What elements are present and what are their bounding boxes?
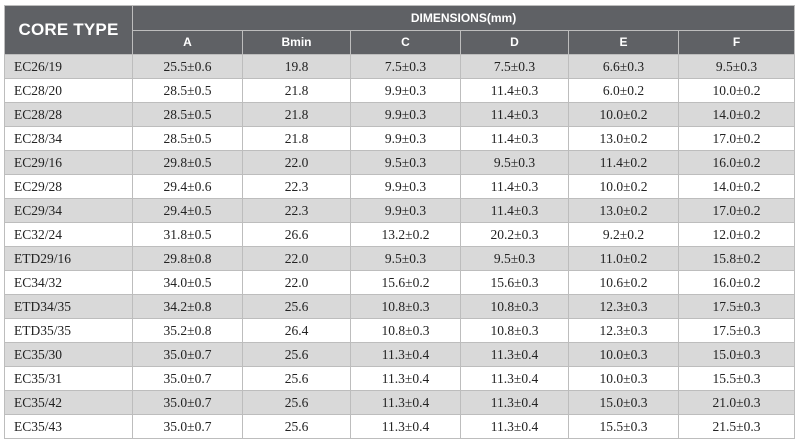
cell-e: 10.0±0.2 — [569, 103, 679, 127]
cell-core-type: ETD34/35 — [5, 295, 133, 319]
cell-bmin: 21.8 — [243, 103, 351, 127]
table-row — [5, 79, 795, 103]
cell-d: 11.4±0.3 — [461, 103, 569, 127]
cell-bmin: 25.6 — [243, 391, 351, 415]
cell-a: 29.8±0.5 — [133, 151, 243, 175]
table-row — [5, 271, 795, 295]
column-header-f: F — [679, 30, 795, 55]
cell-a: 28.5±0.5 — [133, 103, 243, 127]
cell-d: 11.4±0.3 — [461, 79, 569, 103]
cell-e: 11.0±0.2 — [569, 247, 679, 271]
cell-core-type: ETD29/16 — [5, 247, 133, 271]
cell-a: 29.4±0.6 — [133, 175, 243, 199]
cell-f: 14.0±0.2 — [679, 103, 795, 127]
cell-bmin: 26.4 — [243, 319, 351, 343]
cell-a: 28.5±0.5 — [133, 127, 243, 151]
cell-f: 15.5±0.3 — [679, 367, 795, 391]
cell-f: 21.5±0.3 — [679, 415, 795, 439]
cell-core-type: EC28/20 — [5, 79, 133, 103]
dimensions-header: DIMENSIONS(mm) — [133, 6, 795, 31]
column-header-bmin: Bmin — [243, 30, 351, 55]
cell-c: 11.3±0.4 — [351, 391, 461, 415]
column-header-e: E — [569, 30, 679, 55]
cell-d: 11.3±0.4 — [461, 391, 569, 415]
table-body — [5, 55, 795, 439]
cell-c: 9.9±0.3 — [351, 127, 461, 151]
cell-a: 34.0±0.5 — [133, 271, 243, 295]
cell-d: 10.8±0.3 — [461, 295, 569, 319]
cell-d: 15.6±0.3 — [461, 271, 569, 295]
cell-c: 7.5±0.3 — [351, 55, 461, 79]
cell-e: 10.0±0.3 — [569, 343, 679, 367]
cell-d: 11.3±0.4 — [461, 415, 569, 439]
cell-bmin: 22.0 — [243, 151, 351, 175]
cell-bmin: 25.6 — [243, 295, 351, 319]
cell-d: 7.5±0.3 — [461, 55, 569, 79]
cell-e: 11.4±0.2 — [569, 151, 679, 175]
core-dimensions-table — [4, 5, 795, 439]
cell-e: 12.3±0.3 — [569, 295, 679, 319]
cell-bmin: 25.6 — [243, 343, 351, 367]
cell-f: 17.0±0.2 — [679, 199, 795, 223]
table-row — [5, 319, 795, 343]
cell-d: 11.4±0.3 — [461, 199, 569, 223]
cell-c: 9.9±0.3 — [351, 79, 461, 103]
cell-d: 10.8±0.3 — [461, 319, 569, 343]
table-row — [5, 127, 795, 151]
cell-core-type: EC34/32 — [5, 271, 133, 295]
cell-c: 9.9±0.3 — [351, 175, 461, 199]
cell-f: 21.0±0.3 — [679, 391, 795, 415]
cell-f: 10.0±0.2 — [679, 79, 795, 103]
cell-a: 34.2±0.8 — [133, 295, 243, 319]
cell-d: 20.2±0.3 — [461, 223, 569, 247]
cell-c: 11.3±0.4 — [351, 415, 461, 439]
cell-e: 10.0±0.3 — [569, 367, 679, 391]
table-row — [5, 55, 795, 79]
cell-e: 13.0±0.2 — [569, 199, 679, 223]
cell-f: 16.0±0.2 — [679, 271, 795, 295]
cell-f: 14.0±0.2 — [679, 175, 795, 199]
cell-core-type: EC28/28 — [5, 103, 133, 127]
cell-d: 11.3±0.4 — [461, 367, 569, 391]
table-row — [5, 175, 795, 199]
cell-f: 15.8±0.2 — [679, 247, 795, 271]
cell-f: 9.5±0.3 — [679, 55, 795, 79]
cell-f: 16.0±0.2 — [679, 151, 795, 175]
cell-d: 11.4±0.3 — [461, 127, 569, 151]
table-row — [5, 391, 795, 415]
cell-c: 9.5±0.3 — [351, 247, 461, 271]
cell-a: 35.2±0.8 — [133, 319, 243, 343]
cell-core-type: EC28/34 — [5, 127, 133, 151]
cell-core-type: EC29/34 — [5, 199, 133, 223]
cell-bmin: 25.6 — [243, 415, 351, 439]
cell-c: 9.9±0.3 — [351, 199, 461, 223]
cell-a: 29.8±0.8 — [133, 247, 243, 271]
cell-f: 17.5±0.3 — [679, 319, 795, 343]
cell-c: 13.2±0.2 — [351, 223, 461, 247]
cell-d: 11.3±0.4 — [461, 343, 569, 367]
cell-e: 10.0±0.2 — [569, 175, 679, 199]
cell-c: 10.8±0.3 — [351, 319, 461, 343]
cell-a: 25.5±0.6 — [133, 55, 243, 79]
cell-core-type: EC26/19 — [5, 55, 133, 79]
cell-e: 9.2±0.2 — [569, 223, 679, 247]
cell-core-type: EC29/16 — [5, 151, 133, 175]
cell-bmin: 22.0 — [243, 247, 351, 271]
cell-d: 11.4±0.3 — [461, 175, 569, 199]
cell-bmin: 21.8 — [243, 79, 351, 103]
cell-e: 12.3±0.3 — [569, 319, 679, 343]
cell-core-type: EC35/31 — [5, 367, 133, 391]
cell-f: 17.5±0.3 — [679, 295, 795, 319]
cell-e: 10.6±0.2 — [569, 271, 679, 295]
column-header-d: D — [461, 30, 569, 55]
cell-bmin: 22.0 — [243, 271, 351, 295]
table-row — [5, 367, 795, 391]
cell-bmin: 25.6 — [243, 367, 351, 391]
cell-a: 35.0±0.7 — [133, 391, 243, 415]
table-row — [5, 103, 795, 127]
column-header-c: C — [351, 30, 461, 55]
cell-bmin: 26.6 — [243, 223, 351, 247]
cell-e: 15.5±0.3 — [569, 415, 679, 439]
cell-e: 6.0±0.2 — [569, 79, 679, 103]
cell-a: 35.0±0.7 — [133, 415, 243, 439]
cell-e: 13.0±0.2 — [569, 127, 679, 151]
cell-f: 12.0±0.2 — [679, 223, 795, 247]
cell-c: 9.9±0.3 — [351, 103, 461, 127]
cell-bmin: 22.3 — [243, 175, 351, 199]
cell-bmin: 21.8 — [243, 127, 351, 151]
cell-a: 29.4±0.5 — [133, 199, 243, 223]
cell-a: 35.0±0.7 — [133, 367, 243, 391]
cell-f: 15.0±0.3 — [679, 343, 795, 367]
cell-core-type: EC35/43 — [5, 415, 133, 439]
cell-c: 11.3±0.4 — [351, 367, 461, 391]
cell-core-type: ETD35/35 — [5, 319, 133, 343]
cell-core-type: EC29/28 — [5, 175, 133, 199]
cell-d: 9.5±0.3 — [461, 151, 569, 175]
table-row — [5, 199, 795, 223]
header-row-top — [5, 6, 795, 31]
cell-f: 17.0±0.2 — [679, 127, 795, 151]
cell-a: 35.0±0.7 — [133, 343, 243, 367]
cell-a: 31.8±0.5 — [133, 223, 243, 247]
table-row — [5, 343, 795, 367]
cell-core-type: EC35/30 — [5, 343, 133, 367]
cell-core-type: EC35/42 — [5, 391, 133, 415]
cell-bmin: 22.3 — [243, 199, 351, 223]
cell-core-type: EC32/24 — [5, 223, 133, 247]
table-row — [5, 223, 795, 247]
table-row — [5, 247, 795, 271]
column-header-a: A — [133, 30, 243, 55]
cell-a: 28.5±0.5 — [133, 79, 243, 103]
table-row — [5, 415, 795, 439]
cell-d: 9.5±0.3 — [461, 247, 569, 271]
cell-c: 15.6±0.2 — [351, 271, 461, 295]
cell-c: 9.5±0.3 — [351, 151, 461, 175]
core-type-header: CORE TYPE — [5, 6, 133, 55]
cell-c: 11.3±0.4 — [351, 343, 461, 367]
cell-c: 10.8±0.3 — [351, 295, 461, 319]
cell-bmin: 19.8 — [243, 55, 351, 79]
table-row — [5, 151, 795, 175]
cell-e: 15.0±0.3 — [569, 391, 679, 415]
table-row — [5, 295, 795, 319]
cell-e: 6.6±0.3 — [569, 55, 679, 79]
